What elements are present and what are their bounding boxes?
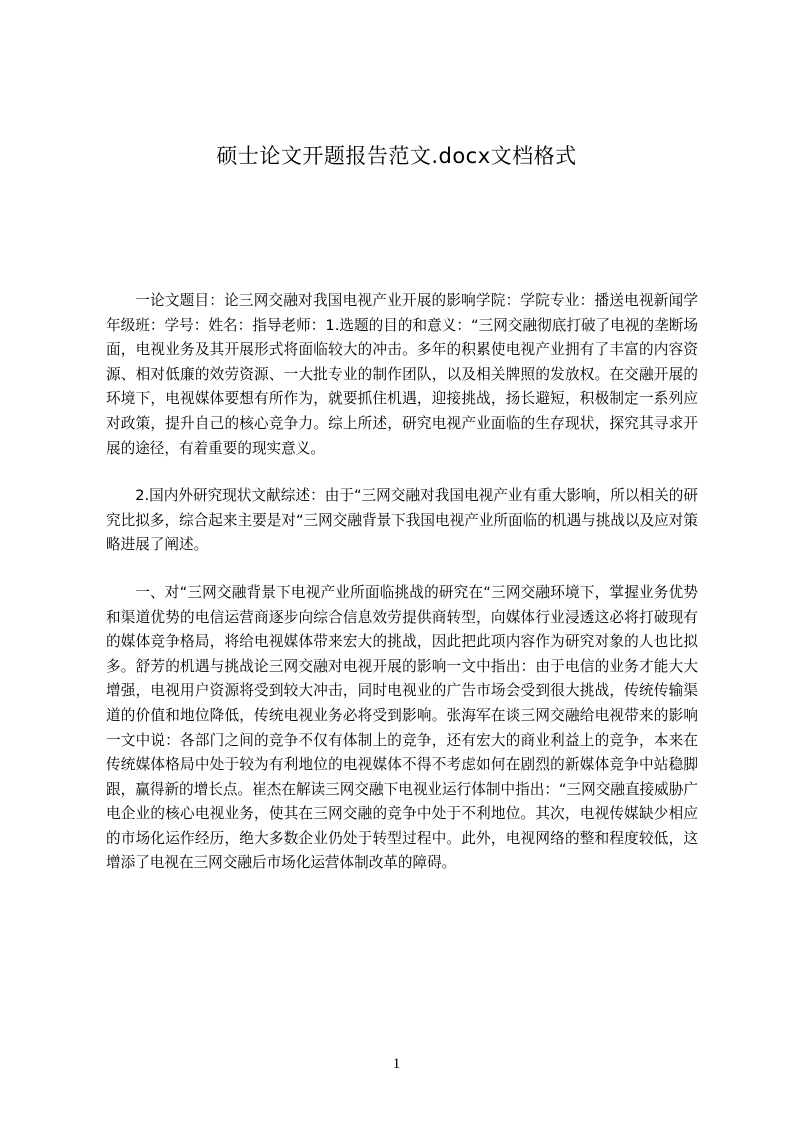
document-title: 硕士论文开题报告范文.docx文档格式 — [216, 144, 577, 168]
paragraph-challenges-research: 一、对“三网交融背景下电视产业所面临挑战的研究在“三网交融环境下，掌握业务优势和渠道优势的电信运营商逐步向综合信息效劳提供商转型，向媒体行业浸透这必将打破现有的媒体竞争格局，将给电视媒体带来宏大的挑战，因此把此项内容作为研究对象的人也比拟多。舒芳的机遇与挑战论三网交融对电视开展的影响一文中指出：由于电信的业务才能大大增强，电视用户资源将受到较大冲击，同时电视业的广告市场会受到很大挑战，传统传输渠道的价值和地位降低，传统电视业务必将受到影响。张海军在谈三网交融给电视带来的影响一文中说：各部门之间的竞争不仅有体制上的竞争，还有宏大的商业利益上的竞争，本来在传统媒体格局中处于较为有利地位的电视媒体不得不考虑如何在剧烈的新媒体竞争中站稳脚跟，赢得新的增长点。崔杰在解读三网交融下电视业运行体制中指出：“三网交融直接威胁广电企业的核心电视业务，使其在三网交融的竞争中处于不利地位。其次，电视传媒缺少相应的市场化运作经历，绝大多数企业仍处于转型过程中。此外，电视网络的整和程度较低，这增添了电视在三网交融后市场化运营体制改革的障碍。 — [106, 583, 698, 872]
page-number: 1 — [392, 1056, 401, 1072]
paragraph-topic-purpose: 一论文题目：论三网交融对我国电视产业开展的影响学院：学院专业：播送电视新闻学年级班：学号：姓名：指导老师：1.选题的目的和意义：“三网交融彻底打破了电视的垄断场面，电视业务及其开展形式将面临较大的冲击。多年的积累使电视产业拥有了丰富的内容资源、相对低廉的效劳资源、一大批专业的制作团队，以及相关牌照的发放权。在交融开展的环境下，电视媒体要想有所作为，就要抓住机遇，迎接挑战，扬长避短，积极制定一系列应对政策，提升自己的核心竞争力。综上所述，研究电视产业面临的生存现状，探究其寻求开展的途径，有着重要的现实意义。 — [106, 292, 698, 457]
paragraph-literature-review: 2.国内外研究现状文献综述：由于“三网交融对我国电视产业有重大影响，所以相关的研究比拟多，综合起来主要是对“三网交融背景下我国电视产业所面临的机遇与挑战以及应对策略进展了阐述。 — [106, 487, 698, 554]
document-body — [106, 289, 698, 899]
